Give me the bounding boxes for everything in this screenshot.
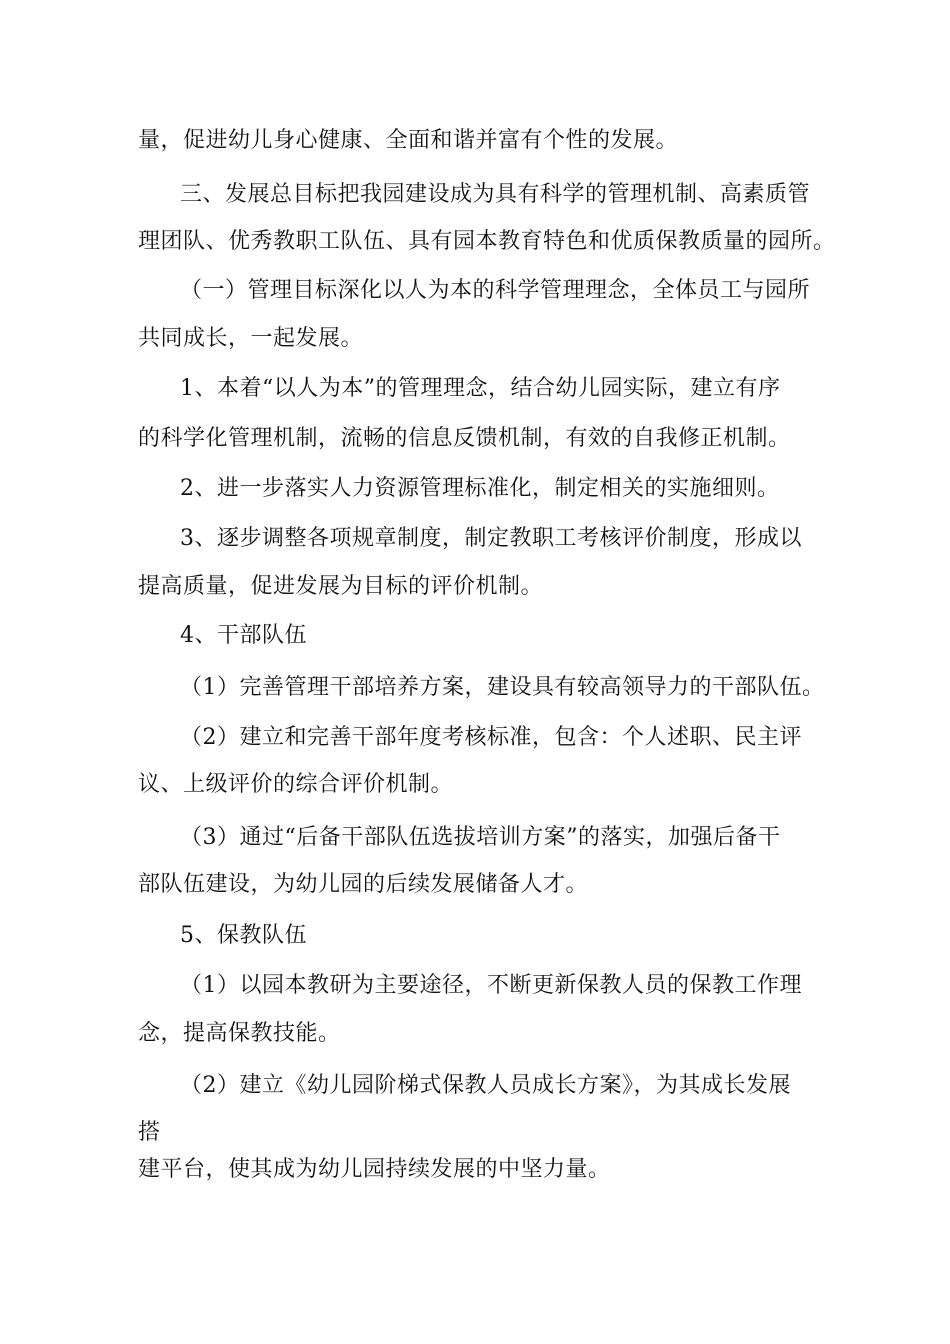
text-line: （2）建立和完善干部年度考核标准，包含：个人述职、民主评	[180, 725, 802, 750]
text-line: 三、发展总目标把我园建设成为具有科学的管理机制、高素质管	[180, 182, 811, 207]
text-line: 搭	[138, 1120, 161, 1145]
text-line: （3）通过“后备干部队伍选拔培训方案”的落实，加强后备干	[180, 825, 781, 850]
text-line: 5、保教队伍	[180, 923, 307, 948]
text-line: 共同成长，一起发展。	[138, 326, 364, 351]
text-line: 念，提高保教技能。	[138, 1021, 341, 1046]
text-line: 1、本着“以人为本”的管理理念，结合幼儿园实际，建立有序	[180, 376, 781, 401]
text-line: 议、上级评价的综合评价机制。	[138, 772, 454, 797]
text-line: 量，促进幼儿身心健康、全面和谐并富有个性的发展。	[138, 128, 679, 153]
text-line: 建平台，使其成为幼儿园持续发展的中坚力量。	[138, 1157, 611, 1182]
text-line: 部队伍建设，为幼儿园的后续发展储备人才。	[138, 872, 589, 897]
text-line: 的科学化管理机制，流畅的信息反馈机制，有效的自我修正机制。	[138, 426, 791, 451]
text-line: 理团队、优秀教职工队伍、具有园本教育特色和优质保教质量的园所。	[138, 229, 836, 254]
text-line: 4、干部队伍	[180, 623, 307, 648]
text-line: （1）以园本教研为主要途径，不断更新保教人员的保教工作理	[180, 973, 802, 998]
text-line: 3、逐步调整各项规章制度，制定教职工考核评价制度，形成以	[180, 526, 802, 551]
text-line: （1）完善管理干部培养方案，建设具有较高领导力的干部队伍。	[180, 675, 825, 700]
text-line: 提高质量，促进发展为目标的评价机制。	[138, 574, 544, 599]
text-line: （一）管理目标深化以人为本的科学管理理念，全体员工与园所	[180, 278, 811, 303]
text-line: 2、进一步落实人力资源管理标准化，制定相关的实施细则。	[180, 476, 780, 501]
text-line: （2）建立《幼儿园阶梯式保教人员成长方案》，为其成长发展	[180, 1073, 791, 1098]
